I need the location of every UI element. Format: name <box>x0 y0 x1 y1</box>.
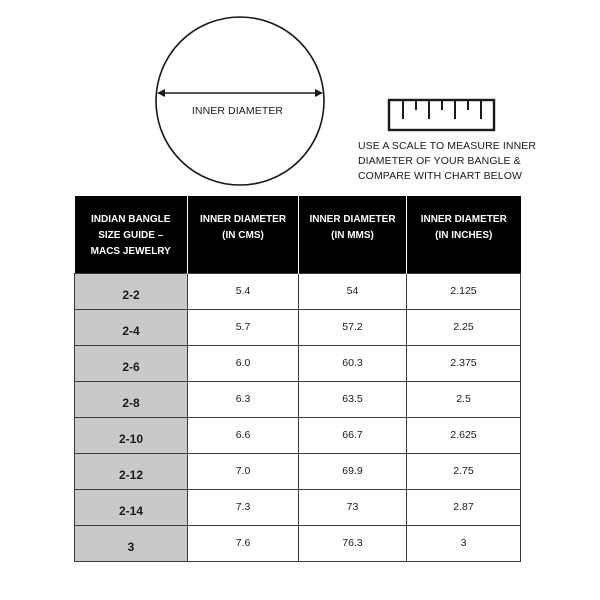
inches-value: 2.125 <box>407 273 521 309</box>
mms-value: 57.2 <box>299 309 407 345</box>
size-value: 2-10 <box>75 417 188 453</box>
instruction-line: COMPARE WITH CHART BELOW <box>358 170 522 182</box>
size-guide-header <box>75 196 188 273</box>
measuring-instruction <box>358 139 558 184</box>
size-value: 2-8 <box>75 381 188 417</box>
table-row <box>75 525 521 561</box>
ruler-icon <box>389 100 494 130</box>
mms-value: 76.3 <box>299 525 407 561</box>
table-row <box>75 345 521 381</box>
cms-value: 5.4 <box>188 273 299 309</box>
size-value: 3 <box>75 525 188 561</box>
inches-value: 2.375 <box>407 345 521 381</box>
measurement-diagram <box>0 0 600 195</box>
header-line: (IN CMS) <box>222 230 264 241</box>
cms-value: 6.0 <box>188 345 299 381</box>
cms-value: 7.0 <box>188 453 299 489</box>
size-value: 2-12 <box>75 453 188 489</box>
inches-value: 2.75 <box>407 453 521 489</box>
inches-value: 3 <box>407 525 521 561</box>
size-rows <box>75 273 521 561</box>
cms-value: 7.3 <box>188 489 299 525</box>
size-value: 2-6 <box>75 345 188 381</box>
inches-value: 2.87 <box>407 489 521 525</box>
instruction-line: USE A SCALE TO MEASURE INNER <box>358 140 537 152</box>
table-row <box>75 417 521 453</box>
inches-value: 2.25 <box>407 309 521 345</box>
mms-value: 60.3 <box>299 345 407 381</box>
table-row <box>75 453 521 489</box>
size-value: 2-4 <box>75 309 188 345</box>
cms-value: 5.7 <box>188 309 299 345</box>
table-row <box>75 381 521 417</box>
header-line: INNER DIAMETER <box>309 214 396 225</box>
header-line: INDIAN BANGLE <box>91 214 171 225</box>
header-line: INNER DIAMETER <box>420 214 507 225</box>
bangle-size-table <box>74 196 521 562</box>
mms-column-header <box>299 196 407 273</box>
inches-column-header <box>407 196 521 273</box>
mms-value: 69.9 <box>299 453 407 489</box>
mms-value: 66.7 <box>299 417 407 453</box>
header-line: SIZE GUIDE – <box>98 230 164 241</box>
cms-column-header <box>188 196 299 273</box>
table-row <box>75 309 521 345</box>
table-row <box>75 273 521 309</box>
header-line: MACS JEWELRY <box>90 246 171 257</box>
table-row <box>75 489 521 525</box>
table-header-row <box>75 196 521 273</box>
header-line: (IN INCHES) <box>435 230 493 241</box>
bangle-circle <box>156 17 324 185</box>
cms-value: 6.3 <box>188 381 299 417</box>
size-value: 2-2 <box>75 273 188 309</box>
inner-diameter-label: INNER DIAMETER <box>191 105 284 117</box>
mms-value: 54 <box>299 273 407 309</box>
size-value: 2-14 <box>75 489 188 525</box>
mms-value: 63.5 <box>299 381 407 417</box>
cms-value: 6.6 <box>188 417 299 453</box>
header-line: (IN MMS) <box>331 230 374 241</box>
inches-value: 2.5 <box>407 381 521 417</box>
header-line: INNER DIAMETER <box>199 214 287 225</box>
mms-value: 73 <box>299 489 407 525</box>
diameter-arrow <box>157 89 323 97</box>
inches-value: 2.625 <box>407 417 521 453</box>
instruction-line: DIAMETER OF YOUR BANGLE & <box>358 155 521 167</box>
cms-value: 7.6 <box>188 525 299 561</box>
